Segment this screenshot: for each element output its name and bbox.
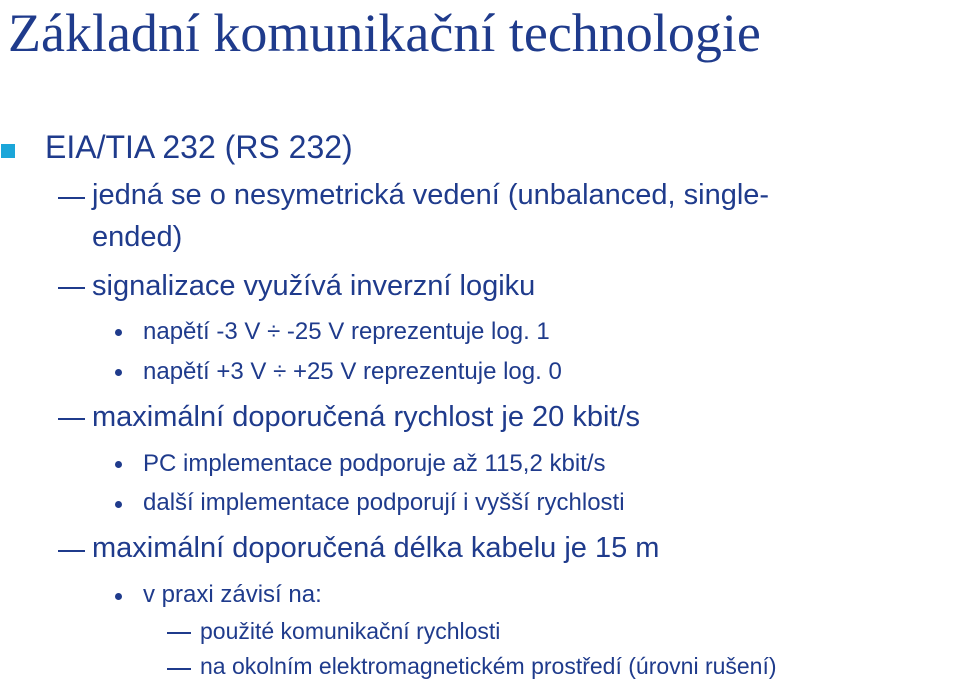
- sub-bullet-item: napětí +3 V ÷ +25 V reprezentuje log. 0: [143, 358, 562, 385]
- square-bullet-icon: [1, 144, 15, 158]
- bullet-item: jedná se o nesymetrická vedení (unbalanced, single-: [92, 179, 770, 211]
- section-heading: EIA/TIA 232 (RS 232): [45, 129, 353, 165]
- sub-bullet-item: další implementace podporují i vyšší rychlosti: [143, 489, 625, 516]
- slide-title: Základní komunikační technologie: [8, 3, 761, 63]
- dash-bullet-icon: [58, 550, 85, 552]
- dot-bullet-icon: [115, 461, 122, 468]
- sub-sub-bullet-item: použité komunikační rychlosti: [200, 618, 501, 644]
- dot-bullet-icon: [115, 329, 122, 336]
- dash-bullet-icon: [58, 287, 85, 289]
- dot-bullet-icon: [115, 501, 122, 508]
- sub-bullet-item: v praxi závisí na:: [143, 581, 322, 608]
- sub-bullet-item: napětí -3 V ÷ -25 V reprezentuje log. 1: [143, 318, 550, 345]
- bullet-item: signalizace využívá inverzní logiku: [92, 270, 536, 302]
- dot-bullet-icon: [115, 369, 122, 376]
- dash-bullet-icon: [167, 632, 191, 634]
- sub-sub-bullet-item: na okolním elektromagnetickém prostředí (úrovni rušení): [200, 653, 777, 679]
- dash-bullet-icon: [167, 668, 191, 670]
- dash-bullet-icon: [58, 418, 85, 420]
- dash-bullet-icon: [58, 197, 85, 199]
- bullet-item: maximální doporučená délka kabelu je 15 m: [92, 532, 660, 564]
- dot-bullet-icon: [115, 593, 122, 600]
- bullet-item: maximální doporučená rychlost je 20 kbit/s: [92, 401, 641, 433]
- sub-bullet-item: PC implementace podporuje až 115,2 kbit/s: [143, 450, 606, 477]
- bullet-item-continuation: ended): [92, 221, 183, 253]
